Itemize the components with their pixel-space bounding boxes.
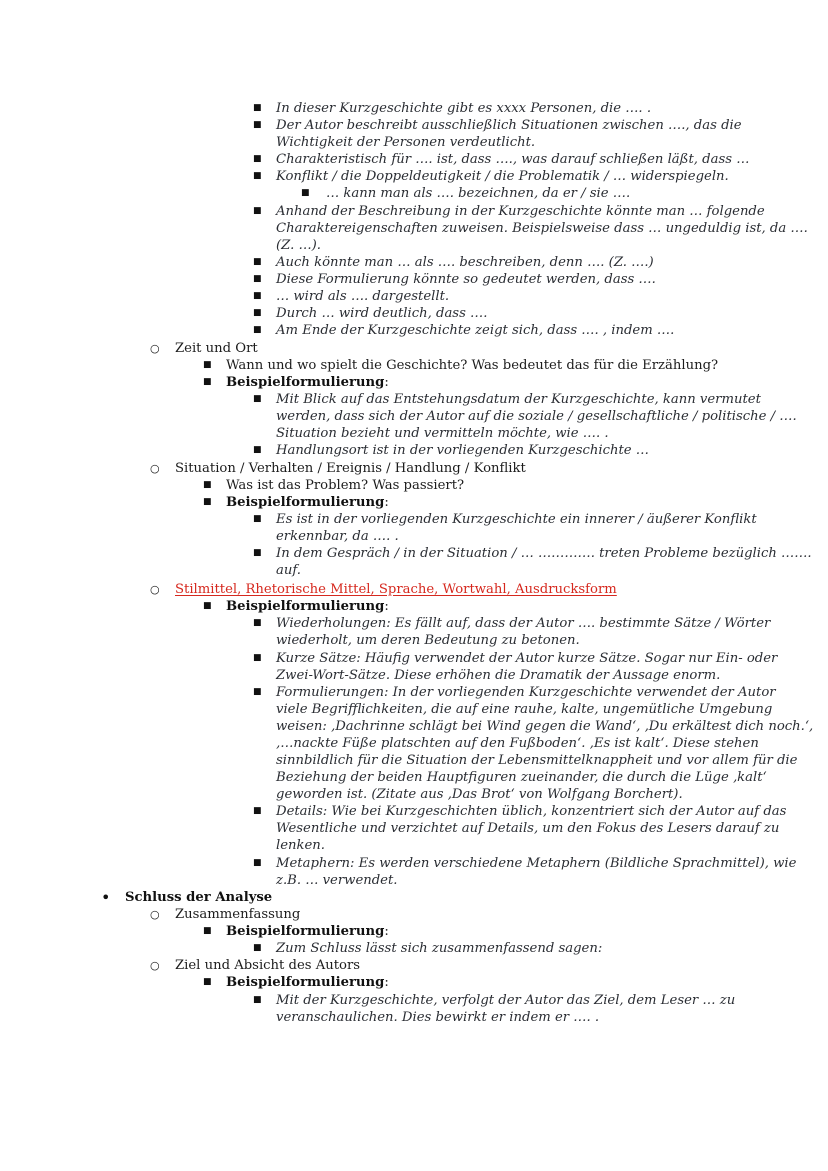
square-bullet-icon: ■ — [253, 445, 262, 455]
character-item-5-line-1: Anhand der Beschreibung in der Kurzgeschichte könnte man … folgende — [276, 204, 765, 219]
beispiel-colon: : — [384, 599, 389, 614]
stilmittel-example-2-line-1: Kurze Sätze: Häufig verwendet der Autor kurze Sätze. Sogar nur Ein- oder — [276, 651, 778, 666]
character-item-2-line-1: Der Autor beschreibt ausschließlich Situationen zwischen …., das die — [276, 118, 742, 133]
stilmittel-example-3-line-7: geworden ist. (Zitate aus ‚Das Brot‘ von Wolfgang Borchert). — [276, 787, 683, 802]
stilmittel-example-3-line-1: Formulierungen: In der vorliegenden Kurzgeschichte verwendet der Autor — [276, 685, 776, 700]
ziel-example-line-2: veranschaulichen. Dies bewirkt er indem er …. . — [276, 1010, 600, 1025]
beispiel-label: Beispielformulierung — [226, 599, 385, 614]
ziel-heading: Ziel und Absicht des Autors — [175, 958, 361, 973]
square-bullet-icon: ■ — [253, 858, 262, 868]
square-bullet-icon: ■ — [253, 943, 262, 953]
square-bullet-icon: ■ — [203, 601, 212, 611]
square-bullet-icon: ■ — [203, 360, 212, 370]
square-bullet-icon: ■ — [253, 806, 262, 816]
character-item-4: Konflikt / die Doppeldeutigkeit / die Problematik / … widerspiegeln. — [276, 169, 729, 184]
character-item-5-line-3: (Z. …). — [276, 238, 321, 253]
square-bullet-icon: ■ — [253, 308, 262, 318]
circle-bullet-icon: ○ — [150, 908, 160, 921]
stilmittel-example-3-line-2: viele Begrifflichkeiten, die auf eine rauhe, kalte, ungemütliche Umgebung — [276, 702, 773, 717]
square-bullet-icon: ■ — [203, 977, 212, 987]
situation-heading: Situation / Verhalten / Ereignis / Handlung / Konflikt — [175, 461, 526, 476]
situation-example-1-line-2: erkennbar, da …. . — [276, 529, 399, 544]
square-bullet-icon: ■ — [253, 103, 262, 113]
character-item-5-line-2: Charaktereigenschaften zuweisen. Beispielsweise dass … ungeduldig ist, da …. — [276, 221, 808, 236]
square-bullet-icon: ■ — [203, 926, 212, 936]
square-bullet-icon: ■ — [253, 325, 262, 335]
zeit-ort-example-1-line-1: Mit Blick auf das Entstehungsdatum der Kurzgeschichte, kann vermutet — [276, 392, 761, 407]
stilmittel-example-4-line-3: lenken. — [276, 838, 325, 853]
zusammenfassung-heading: Zusammenfassung — [175, 907, 301, 922]
stilmittel-example-3-line-3: weisen: ‚Dachrinne schlägt bei Wind gegen die Wand‘, ‚Du erkältest dich noch.‘, — [276, 719, 814, 734]
stilmittel-example-1-line-1: Wiederholungen: Es fällt auf, dass der Autor …. bestimmte Sätze / Wörter — [276, 616, 771, 631]
square-bullet-icon: ■ — [253, 274, 262, 284]
square-bullet-icon: ■ — [253, 206, 262, 216]
beispiel-colon: : — [384, 924, 389, 939]
beispiel-colon: : — [384, 495, 389, 510]
square-bullet-icon: ■ — [253, 394, 262, 404]
square-bullet-icon: ■ — [253, 291, 262, 301]
situation-beispiel-label — [226, 494, 389, 511]
square-bullet-icon: ■ — [253, 687, 262, 697]
ziel-beispiel-label — [226, 974, 389, 991]
zusammenfassung-beispiel-label — [226, 923, 389, 940]
stilmittel-beispiel-label — [226, 598, 389, 615]
square-bullet-icon: ■ — [203, 497, 212, 507]
zeit-ort-example-1-line-2: werden, dass sich der Autor auf die soziale / gesellschaftliche / politische / …. — [276, 409, 797, 424]
square-bullet-icon: ■ — [253, 514, 262, 524]
character-item-8: … wird als …. dargestellt. — [276, 289, 450, 304]
stilmittel-example-3-line-5: sinnbildlich für die Situation der Lebensmittelknappheit und vor allem für die — [276, 753, 798, 768]
square-bullet-icon: ■ — [301, 188, 310, 198]
stilmittel-example-5-line-2: z.B. … verwendet. — [276, 873, 398, 888]
square-bullet-icon: ■ — [253, 154, 262, 164]
schluss-heading: Schluss der Analyse — [125, 890, 273, 905]
situation-example-1-line-1: Es ist in der vorliegenden Kurzgeschichte ein innerer / äußerer Konflikt — [276, 512, 757, 527]
character-item-9: Durch … wird deutlich, dass …. — [276, 306, 488, 321]
beispiel-label: Beispielformulierung — [226, 924, 385, 939]
character-item-6: Auch könnte man … als …. beschreiben, denn …. (Z. ….) — [276, 255, 654, 270]
situation-question: Was ist das Problem? Was passiert? — [226, 478, 465, 493]
character-item-2-line-2: Wichtigkeit der Personen verdeutlicht. — [276, 135, 536, 150]
situation-example-2-line-2: auf. — [276, 563, 301, 578]
beispiel-label: Beispielformulierung — [226, 975, 385, 990]
zeit-ort-example-1-line-3: Situation bezieht und vermitteln möchte, wie …. . — [276, 426, 609, 441]
square-bullet-icon: ■ — [253, 171, 262, 181]
stilmittel-example-2-line-2: Zwei-Wort-Sätze. Diese erhöhen die Dramatik der Aussage enorm. — [276, 668, 721, 683]
zusammenfassung-example: Zum Schluss lässt sich zusammenfassend sagen: — [276, 941, 603, 956]
square-bullet-icon: ■ — [253, 257, 262, 267]
circle-bullet-icon: ○ — [150, 342, 160, 355]
square-bullet-icon: ■ — [253, 120, 262, 130]
bullet-dot-icon: • — [101, 888, 111, 907]
square-bullet-icon: ■ — [253, 653, 262, 663]
stilmittel-example-3-line-4: ‚…nackte Füße platschten auf den Fußboden‘. ‚Es ist kalt‘. Diese stehen — [276, 736, 759, 751]
stilmittel-example-4-line-2: Wesentliche und verzichtet auf Details, um den Fokus des Lesers darauf zu — [276, 821, 780, 836]
character-item-10: Am Ende der Kurzgeschichte zeigt sich, dass …. , indem …. — [276, 323, 675, 338]
situation-example-2-line-1: In dem Gespräch / in der Situation / … …………. treten Probleme bezüglich ……. — [276, 546, 812, 561]
square-bullet-icon: ■ — [253, 548, 262, 558]
stilmittel-example-4-line-1: Details: Wie bei Kurzgeschichten üblich, konzentriert sich der Autor auf das — [276, 804, 787, 819]
character-item-7: Diese Formulierung könnte so gedeutet werden, dass …. — [276, 272, 656, 287]
circle-bullet-icon: ○ — [150, 583, 160, 596]
square-bullet-icon: ■ — [203, 480, 212, 490]
character-item-3: Charakteristisch für …. ist, dass …., was darauf schließen läßt, dass … — [276, 152, 750, 167]
beispiel-colon: : — [384, 375, 389, 390]
zeit-ort-example-2: Handlungsort ist in der vorliegenden Kurzgeschichte … — [276, 443, 649, 458]
square-bullet-icon: ■ — [253, 618, 262, 628]
stilmittel-example-5-line-1: Metaphern: Es werden verschiedene Metaphern (Bildliche Sprachmittel), wie — [276, 856, 797, 871]
stilmittel-example-1-line-2: wiederholt, um deren Bedeutung zu betonen. — [276, 633, 580, 648]
character-subitem: … kann man als …. bezeichnen, da er / sie …. — [326, 186, 631, 201]
square-bullet-icon: ■ — [203, 377, 212, 387]
circle-bullet-icon: ○ — [150, 462, 160, 475]
stilmittel-example-3-line-6: Beziehung der beiden Hauptfiguren zueinander, die durch die Lüge ‚kalt‘ — [276, 770, 767, 785]
beispiel-colon: : — [384, 975, 389, 990]
beispiel-label: Beispielformulierung — [226, 375, 385, 390]
character-item-1: In dieser Kurzgeschichte gibt es xxxx Personen, die …. . — [276, 101, 652, 116]
beispiel-label: Beispielformulierung — [226, 495, 385, 510]
stilmittel-heading: Stilmittel, Rhetorische Mittel, Sprache, Wortwahl, Ausdrucksform — [175, 582, 617, 597]
circle-bullet-icon: ○ — [150, 959, 160, 972]
ziel-example-line-1: Mit der Kurzgeschichte, verfolgt der Autor das Ziel, dem Leser … zu — [276, 993, 736, 1008]
zeit-ort-heading: Zeit und Ort — [175, 341, 258, 356]
square-bullet-icon: ■ — [253, 995, 262, 1005]
zeit-ort-beispiel-label — [226, 374, 389, 391]
zeit-ort-question: Wann und wo spielt die Geschichte? Was bedeutet das für die Erzählung? — [226, 358, 719, 373]
